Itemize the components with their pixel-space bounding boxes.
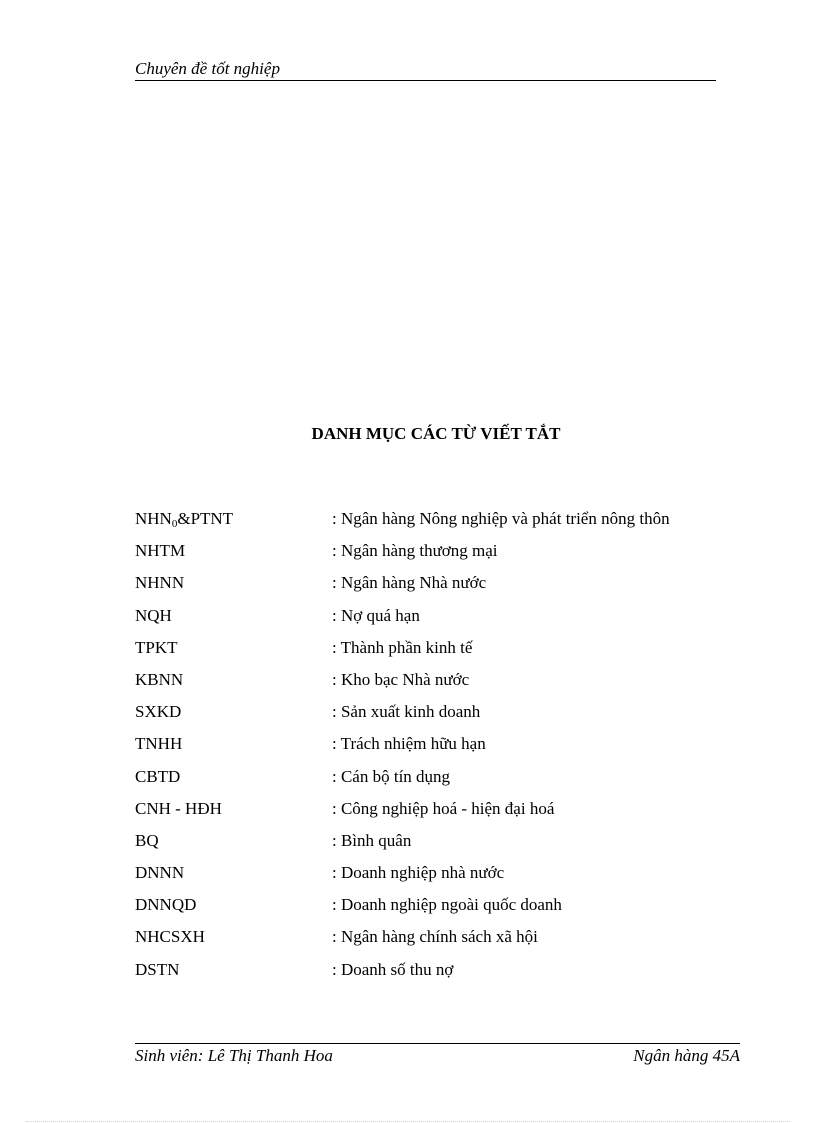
abbreviation-row	[135, 603, 735, 635]
abbreviation-definition: : Doanh nghiệp ngoài quốc doanh	[332, 895, 562, 915]
abbreviation-term: KBNN	[135, 669, 184, 689]
abbreviation-row	[135, 667, 735, 699]
abbreviation-definition: : Ngân hàng chính sách xã hội	[332, 927, 538, 947]
abbreviation-definition: : Thành phần kinh tế	[332, 637, 473, 657]
header-text: Chuyên đề tốt nghiệp	[135, 59, 280, 78]
abbreviation-term: CNH - HĐH	[135, 798, 222, 818]
abbreviation-definition: : Sản xuất kinh doanh	[332, 702, 481, 722]
abbreviation-list	[135, 506, 735, 989]
footer-author: Sinh viên: Lê Thị Thanh Hoa	[135, 1046, 333, 1065]
abbreviation-definition: : Ngân hàng Nông nghiệp và phát triển nông thôn	[332, 509, 670, 528]
abbreviation-term-base: NHN	[135, 509, 172, 528]
abbreviation-row	[135, 828, 735, 860]
abbreviation-term: NQH	[135, 605, 172, 625]
abbreviation-definition: : Doanh nghiệp nhà nước	[332, 863, 505, 883]
abbreviation-row	[135, 860, 735, 892]
abbreviation-term: NHCSXH	[135, 927, 205, 947]
abbreviation-term: NHNN	[135, 573, 185, 593]
abbreviation-definition: : Công nghiệp hoá - hiện đại hoá	[332, 798, 555, 818]
abbreviation-row	[135, 731, 735, 763]
page-title: DANH MỤC CÁC TỪ VIẾT TẮT	[311, 424, 561, 443]
abbreviation-term: SXKD	[135, 702, 182, 722]
abbreviation-row	[135, 538, 735, 570]
abbreviation-term: NHTM	[135, 541, 186, 561]
abbreviation-term: CBTD	[135, 766, 181, 786]
footer-class: Ngân hàng 45A	[633, 1046, 740, 1065]
abbreviation-row	[135, 635, 735, 667]
abbreviation-row	[135, 570, 735, 602]
abbreviation-row	[135, 699, 735, 731]
abbreviation-definition: : Bình quân	[332, 830, 412, 850]
abbreviation-term: BQ	[135, 830, 159, 850]
abbreviation-term: TPKT	[135, 637, 178, 657]
abbreviation-term: DNNQD	[135, 895, 197, 915]
abbreviation-definition: : Ngân hàng Nhà nước	[332, 573, 487, 593]
abbreviation-row	[135, 796, 735, 828]
abbreviation-term-suffix: &PTNT	[177, 509, 234, 528]
abbreviation-term: DNNN	[135, 863, 185, 883]
page-bottom-edge	[26, 1121, 790, 1122]
abbreviation-row	[135, 764, 735, 796]
abbreviation-term: DSTN	[135, 959, 180, 979]
abbreviation-definition: : Ngân hàng thương mại	[332, 541, 498, 561]
abbreviation-term	[135, 506, 233, 532]
abbreviation-definition: : Nợ quá hạn	[332, 605, 420, 625]
abbreviation-definition: : Kho bạc Nhà nước	[332, 669, 470, 689]
abbreviation-row	[135, 892, 735, 924]
abbreviation-term: TNHH	[135, 734, 183, 754]
abbreviation-definition: : Cán bộ tín dụng	[332, 766, 451, 786]
page-header	[135, 56, 716, 81]
abbreviation-row	[135, 924, 735, 956]
page-footer	[135, 1043, 740, 1070]
abbreviation-definition: : Doanh số thu nợ	[332, 959, 454, 979]
abbreviation-term-subscript: 0	[171, 518, 178, 530]
abbreviation-row	[135, 506, 735, 538]
abbreviation-definition: : Trách nhiệm hữu hạn	[332, 734, 486, 754]
abbreviation-row	[135, 957, 735, 989]
